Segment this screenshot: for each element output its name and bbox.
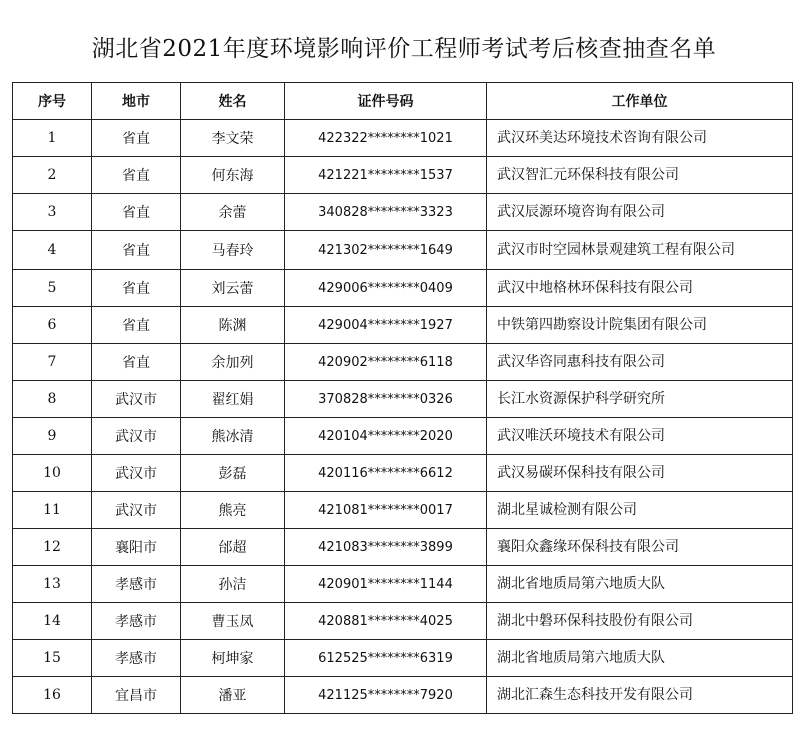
cell-name: 熊亮	[181, 492, 285, 529]
cell-id: 420901********1144	[285, 566, 487, 603]
cell-name: 彭磊	[181, 455, 285, 492]
cell-name: 孙洁	[181, 566, 285, 603]
cell-name: 潘亚	[181, 677, 285, 714]
cell-seq: 6	[13, 307, 92, 344]
cell-city: 省直	[92, 344, 181, 381]
cell-name: 余加列	[181, 344, 285, 381]
cell-unit: 武汉易碳环保科技有限公司	[487, 455, 793, 492]
inspection-list-table	[12, 82, 793, 714]
cell-city: 襄阳市	[92, 529, 181, 566]
cell-city: 省直	[92, 194, 181, 231]
cell-unit: 武汉辰源环境咨询有限公司	[487, 194, 793, 231]
cell-id: 420902********6118	[285, 344, 487, 381]
table-row	[13, 344, 793, 381]
header-city: 地市	[92, 83, 181, 120]
cell-city: 省直	[92, 270, 181, 307]
cell-seq: 5	[13, 270, 92, 307]
cell-seq: 11	[13, 492, 92, 529]
cell-seq: 7	[13, 344, 92, 381]
table-row	[13, 566, 793, 603]
cell-unit: 长江水资源保护科学研究所	[487, 381, 793, 418]
cell-seq: 2	[13, 157, 92, 194]
cell-seq: 9	[13, 418, 92, 455]
table-row	[13, 270, 793, 307]
cell-seq: 16	[13, 677, 92, 714]
cell-name: 李文荣	[181, 120, 285, 157]
table-row	[13, 492, 793, 529]
cell-unit: 武汉华咨同惠科技有限公司	[487, 344, 793, 381]
cell-city: 孝感市	[92, 640, 181, 677]
cell-seq: 14	[13, 603, 92, 640]
cell-unit: 武汉唯沃环境技术有限公司	[487, 418, 793, 455]
cell-name: 马春玲	[181, 231, 285, 270]
cell-unit: 襄阳众鑫缘环保科技有限公司	[487, 529, 793, 566]
cell-unit: 湖北中磐环保科技股份有限公司	[487, 603, 793, 640]
cell-unit: 湖北星诚检测有限公司	[487, 492, 793, 529]
table-row	[13, 455, 793, 492]
cell-name: 柯坤家	[181, 640, 285, 677]
cell-seq: 4	[13, 231, 92, 270]
cell-seq: 8	[13, 381, 92, 418]
cell-city: 武汉市	[92, 455, 181, 492]
cell-id: 429006********0409	[285, 270, 487, 307]
cell-id: 421083********3899	[285, 529, 487, 566]
table-row	[13, 677, 793, 714]
cell-unit: 武汉智汇元环保科技有限公司	[487, 157, 793, 194]
table-row	[13, 418, 793, 455]
table-row	[13, 157, 793, 194]
cell-seq: 1	[13, 120, 92, 157]
table-body	[13, 120, 793, 714]
table-row	[13, 603, 793, 640]
cell-city: 武汉市	[92, 418, 181, 455]
cell-city: 孝感市	[92, 603, 181, 640]
cell-city: 宜昌市	[92, 677, 181, 714]
table-row	[13, 640, 793, 677]
cell-id: 421221********1537	[285, 157, 487, 194]
cell-city: 省直	[92, 307, 181, 344]
cell-name: 熊冰清	[181, 418, 285, 455]
cell-seq: 12	[13, 529, 92, 566]
header-id: 证件号码	[285, 83, 487, 120]
cell-seq: 15	[13, 640, 92, 677]
cell-unit: 武汉环美达环境技术咨询有限公司	[487, 120, 793, 157]
cell-city: 武汉市	[92, 381, 181, 418]
cell-id: 340828********3323	[285, 194, 487, 231]
table-row	[13, 381, 793, 418]
header-name: 姓名	[181, 83, 285, 120]
cell-unit: 湖北省地质局第六地质大队	[487, 640, 793, 677]
cell-id: 421302********1649	[285, 231, 487, 270]
cell-name: 何东海	[181, 157, 285, 194]
cell-seq: 10	[13, 455, 92, 492]
cell-unit: 中铁第四勘察设计院集团有限公司	[487, 307, 793, 344]
table-header-row	[13, 83, 793, 120]
cell-unit: 湖北省地质局第六地质大队	[487, 566, 793, 603]
cell-id: 422322********1021	[285, 120, 487, 157]
header-unit: 工作单位	[487, 83, 793, 120]
table-row	[13, 307, 793, 344]
cell-name: 刘云蕾	[181, 270, 285, 307]
cell-id: 429004********1927	[285, 307, 487, 344]
cell-seq: 3	[13, 194, 92, 231]
cell-name: 曹玉凤	[181, 603, 285, 640]
cell-city: 省直	[92, 231, 181, 270]
cell-name: 翟红娟	[181, 381, 285, 418]
cell-city: 孝感市	[92, 566, 181, 603]
cell-city: 武汉市	[92, 492, 181, 529]
cell-name: 陈渊	[181, 307, 285, 344]
table-row	[13, 231, 793, 270]
table-row	[13, 120, 793, 157]
table-row	[13, 529, 793, 566]
cell-id: 370828********0326	[285, 381, 487, 418]
cell-unit: 武汉中地格林环保科技有限公司	[487, 270, 793, 307]
page-title: 湖北省2021年度环境影响评价工程师考试考后核查抽查名单	[91, 36, 717, 62]
cell-id: 420116********6612	[285, 455, 487, 492]
cell-id: 421125********7920	[285, 677, 487, 714]
cell-name: 邰超	[181, 529, 285, 566]
cell-unit: 湖北汇森生态科技开发有限公司	[487, 677, 793, 714]
cell-id: 612525********6319	[285, 640, 487, 677]
cell-name: 余蕾	[181, 194, 285, 231]
cell-seq: 13	[13, 566, 92, 603]
cell-id: 421081********0017	[285, 492, 487, 529]
cell-unit: 武汉市时空园林景观建筑工程有限公司	[487, 231, 793, 270]
cell-id: 420881********4025	[285, 603, 487, 640]
table-row	[13, 194, 793, 231]
cell-city: 省直	[92, 157, 181, 194]
cell-city: 省直	[92, 120, 181, 157]
header-seq: 序号	[13, 83, 92, 120]
cell-id: 420104********2020	[285, 418, 487, 455]
